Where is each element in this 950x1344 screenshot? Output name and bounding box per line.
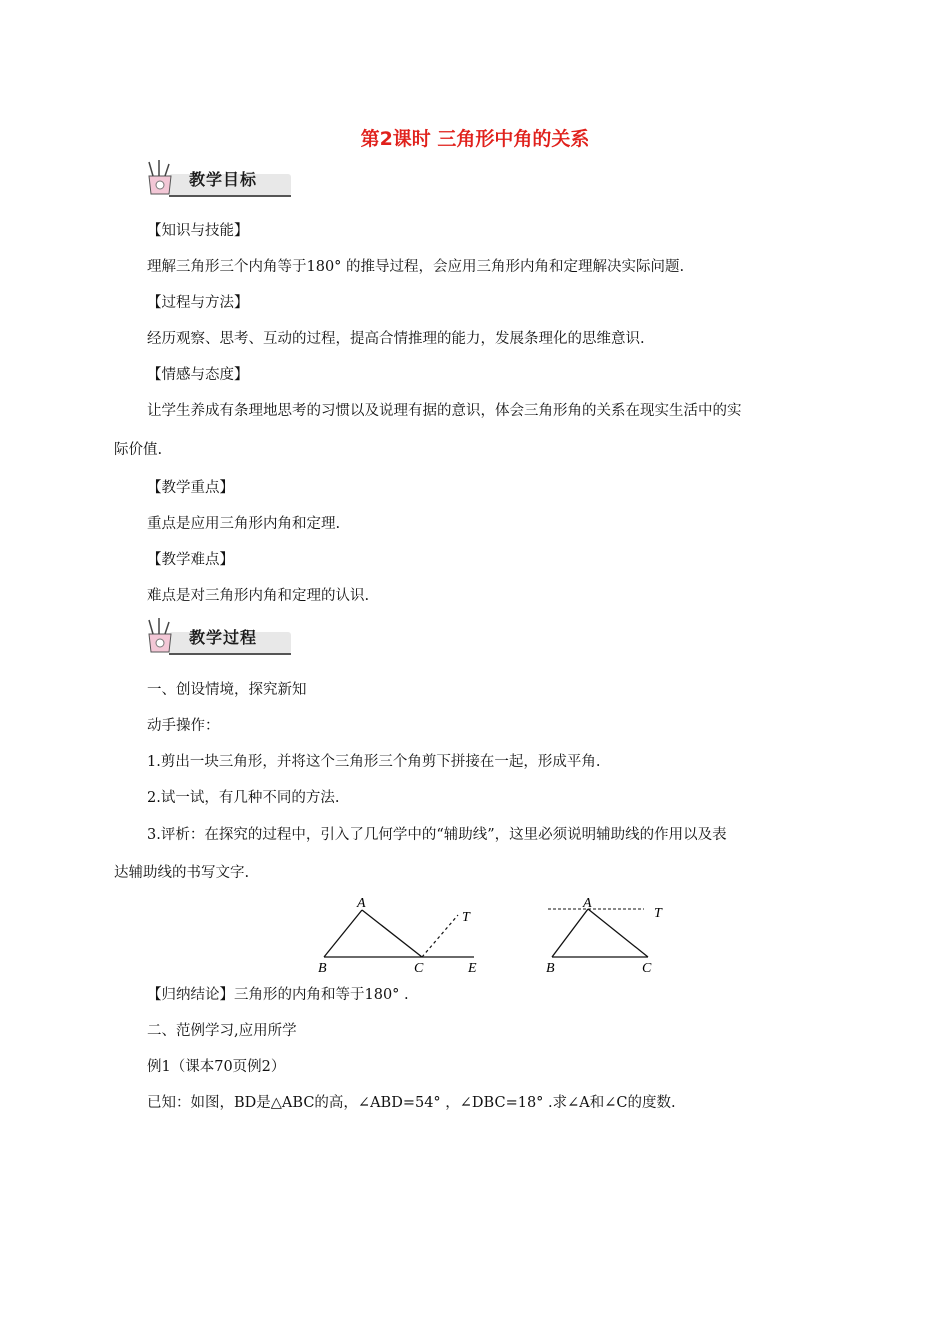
label-A: A [357, 896, 366, 911]
emotion-heading: 【情感与态度】 [147, 367, 249, 383]
process-text: 经历观察、思考、互动的过程，提高合情推理的能力，发展条理化的思维意识. [147, 331, 645, 347]
part2-heading: 二、范例学习,应用所学 [147, 1023, 297, 1039]
conclusion: 【归纳结论】三角形的内角和等于180° . [147, 987, 409, 1003]
label-T: T [654, 906, 662, 921]
triangle-figure-right [540, 893, 700, 977]
section-badge-label: 教学目标 [189, 170, 258, 189]
label-B: B [546, 961, 555, 976]
label-A: A [583, 896, 592, 911]
knowledge-text: 理解三角形三个内角等于180° 的推导过程，会应用三角形内角和定理解决实际问题. [147, 259, 685, 275]
label-E: E [468, 961, 477, 976]
step-3-line1: 3.评析：在探究的过程中，引入了几何学中的“辅助线”，这里必须说明辅助线的作用以及表 [147, 827, 727, 843]
emotion-text-line2: 际价值. [114, 442, 163, 458]
difficulty-text: 难点是对三角形内角和定理的认识. [147, 588, 370, 604]
knowledge-heading: 【知识与技能】 [147, 223, 249, 239]
section-badge-label: 教学过程 [189, 628, 258, 647]
step-3-line2: 达辅助线的书写文字. [114, 865, 250, 881]
hands-on-label: 动手操作： [147, 718, 220, 734]
process-heading: 【过程与方法】 [147, 295, 249, 311]
step-1: 1.剪出一块三角形，并将这个三角形三个角剪下拼接在一起，形成平角. [147, 754, 601, 770]
part1-heading: 一、创设情境，探究新知 [147, 682, 307, 698]
page-title: 第2课时 三角形中角的关系 [360, 128, 590, 150]
section-badge-goals [143, 158, 293, 198]
label-T: T [462, 910, 470, 925]
step-2: 2.试一试，有几种不同的方法. [147, 790, 340, 806]
example-text: 已知：如图，BD是△ABC的高，∠ABD=54° ，∠DBC=18° .求∠A和∠C的度数. [147, 1095, 676, 1111]
section-badge-process [143, 616, 293, 656]
key-text: 重点是应用三角形内角和定理. [147, 516, 341, 532]
label-B: B [318, 961, 327, 976]
example-label: 例1（课本70页例2） [147, 1059, 286, 1075]
label-C: C [642, 961, 652, 976]
emotion-text-line1: 让学生养成有条理地思考的习惯以及说理有据的意识，体会三角形角的关系在现实生活中的实 [147, 403, 742, 419]
label-C: C [414, 961, 424, 976]
key-heading: 【教学重点】 [147, 480, 234, 496]
triangle-figure-left [314, 893, 494, 977]
difficulty-heading: 【教学难点】 [147, 552, 234, 568]
